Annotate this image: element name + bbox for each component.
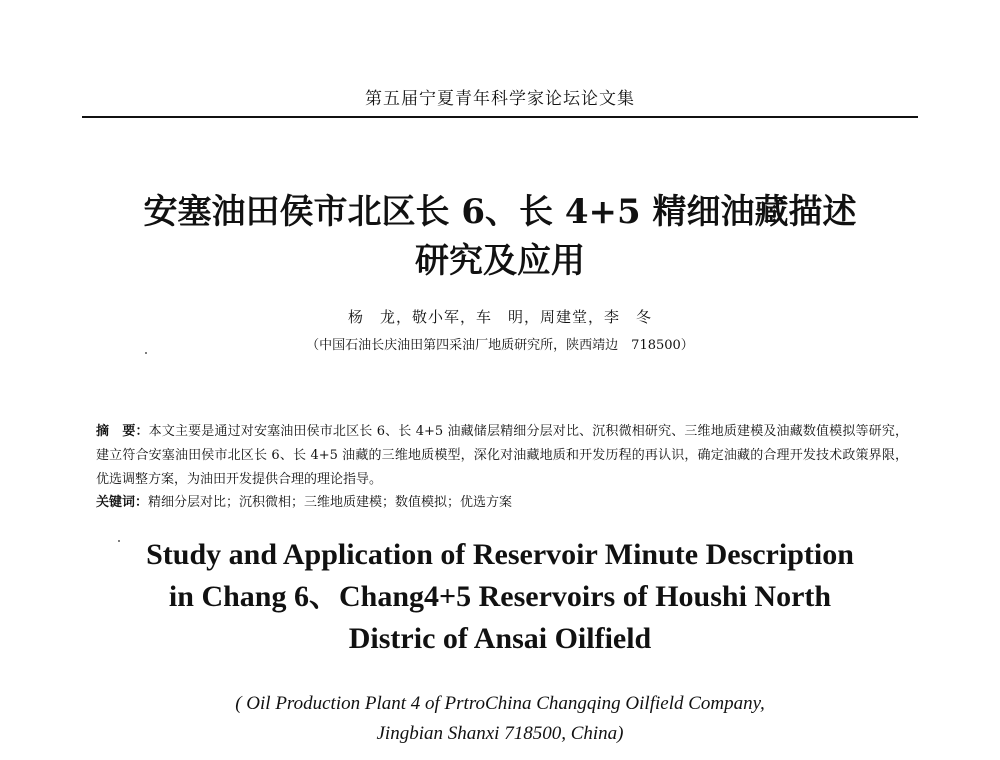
- chinese-title-line-2: 研究及应用: [415, 241, 585, 281]
- english-title-line-3: Distric of Ansai Oilfield: [348, 622, 652, 655]
- author-affiliation: （中国石油长庆油田第四采油厂地质研究所，陕西靖边 718500）: [306, 338, 694, 353]
- keywords-paragraph: [96, 492, 908, 514]
- running-header: 第五届宁夏青年科学家论坛论文集: [365, 89, 635, 109]
- english-title-line-1: Study and Application of Reservoir Minute Description: [146, 538, 854, 571]
- keywords-text: 精细分层对比；沉积微相；三维地质建模；数值模拟；优选方案: [148, 495, 513, 510]
- abstract-text: 本文主要是通过对安塞油田侯市北区长 6、长 4+5 油藏储层精细分层对比、沉积微相研究、三维地质建模及油藏数值模拟等研究，建立符合安塞油田侯市北区长 6、长 4+5 油藏的三维地质模型，深化对油藏地质和开发历程的再认识，确定油藏的合理开发技术政策界限，优选调整方案，为油田开发提供合理的理论指导。: [96, 424, 908, 487]
- english-title-line-2: in Chang 6、Chang4+5 Reservoirs of Houshi North: [168, 580, 832, 613]
- header-rule: [82, 116, 918, 118]
- keywords-label: 关键词：: [96, 495, 149, 510]
- english-affiliation-line-2: Jingbian Shanxi 718500, China): [376, 723, 624, 744]
- chinese-title-line-1: 安塞油田侯市北区长 6、长 4+5 精细油藏描述: [143, 192, 857, 232]
- author-list: 杨 龙，敬小军，车 明，周建堂，李 冬: [347, 308, 652, 326]
- abstract-paragraph: [96, 420, 908, 492]
- english-affiliation-line-1: ( Oil Production Plant 4 of PrtroChina Changqing Oilfield Company,: [235, 693, 765, 714]
- abstract-label: 摘 要：: [96, 424, 149, 439]
